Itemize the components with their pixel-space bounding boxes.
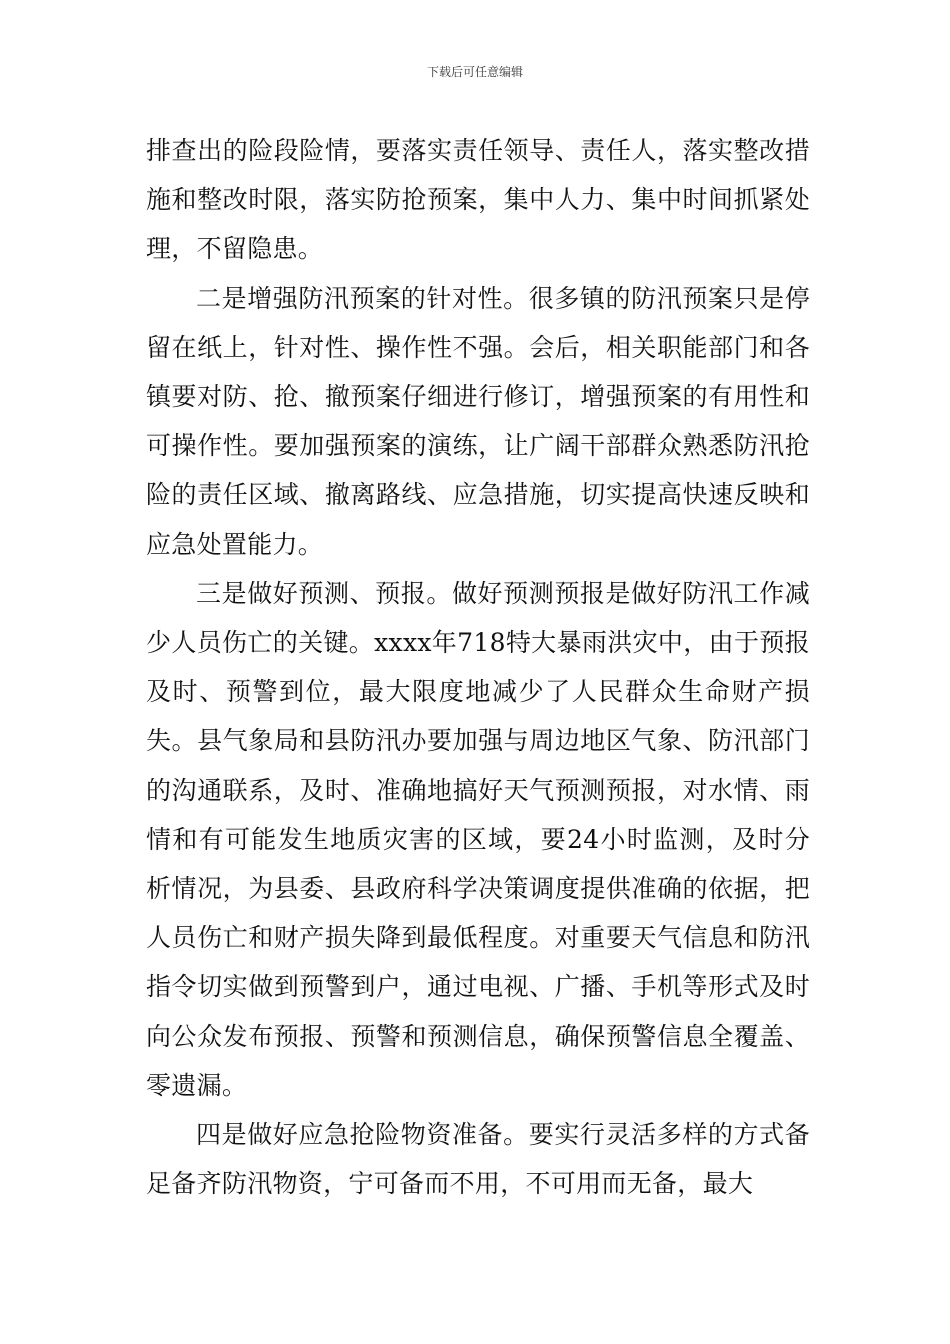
paragraph-1: 排查出的险段险情，要落实责任领导、责任人，落实整改措施和整改时限，落实防抢预案，集中人力、集中时间抓紧处理，不留隐患。	[146, 136, 810, 264]
document-body	[146, 126, 810, 1208]
paragraph-3: 三是做好预测、预报。做好预测预报是做好防汛工作减少人员伤亡的关键。xxxx年718特大暴雨洪灾中，由于预报及时、预警到位，最大限度地减少了人民群众生命财产损失。县气象局和县防汛办要加强与周边地区气象、防汛部门的沟通联系，及时、准确地搞好天气预测预报，对水情、雨情和有可能发生地质灾害的区域，要24小时监测，及时分析情况，为县委、县政府科学决策调度提供准确的依据，把人员伤亡和财产损失降到最低程度。对重要天气信息和防汛指令切实做到预警到户，通过电视、广播、手机等形式及时向公众发布预报、预警和预测信息，确保预警信息全覆盖、零遗漏。	[146, 578, 810, 1100]
paragraph-4: 四是做好应急抢险物资准备。要实行灵活多样的方式备足备齐防汛物资，宁可备而不用，不可用而无备，最大	[146, 1120, 810, 1199]
page-header: 下载后可任意编辑	[426, 65, 523, 79]
paragraph-2: 二是增强防汛预案的针对性。很多镇的防汛预案只是停留在纸上，针对性、操作性不强。会后，相关职能部门和各镇要对防、抢、撤预案仔细进行修订，增强预案的有用性和可操作性。要加强预案的演练，让广阔干部群众熟悉防汛抢险的责任区域、撤离路线、应急措施，切实提高快速反映和应急处置能力。	[146, 283, 810, 559]
